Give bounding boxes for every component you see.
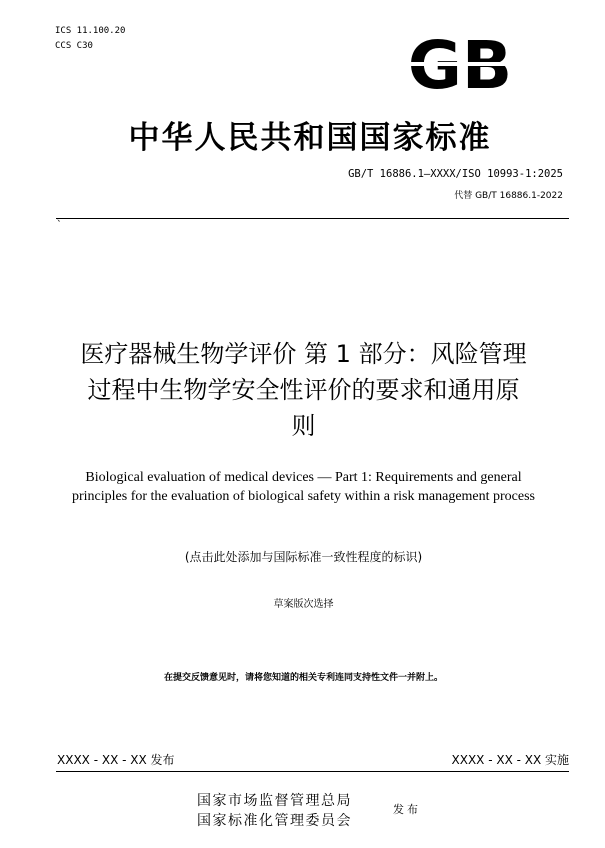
english-title-line-2: principles for the evaluation of biological safety within a risk management process xyxy=(71,489,536,504)
draft-version-select[interactable]: 草案版次选择 xyxy=(273,599,334,610)
chinese-title-line-3: 则 xyxy=(291,412,316,440)
issuer-block xyxy=(197,790,437,830)
chinese-title-line-2: 过程中生物学安全性评价的要求和通用原 xyxy=(87,376,520,404)
bottom-divider xyxy=(56,771,569,772)
issue-word: 发布 xyxy=(393,803,421,816)
issuer-line-1: 国家市场监督管理总局 xyxy=(197,793,352,809)
english-title-line-1: Biological evaluation of medical devices — Part 1: Requirements and general xyxy=(85,470,522,485)
gb-logo xyxy=(398,28,522,98)
tick-mark: 、 xyxy=(57,214,67,224)
conformity-note-field[interactable]: (点击此处添加与国际标准一致性程度的标识) xyxy=(184,550,423,564)
implementation-date: XXXX - XX - XX 实施 xyxy=(451,753,569,767)
english-title xyxy=(40,468,567,506)
issuer-line-2: 国家标准化管理委员会 xyxy=(197,813,352,829)
gb-logo-text: GB xyxy=(407,28,513,98)
ics-code: ICS 11.100.20 xyxy=(55,26,126,36)
issue-date: XXXX - XX - XX 发布 xyxy=(57,753,175,767)
standard-number: GB/T 16886.1—XXXX/ISO 10993-1:2025 xyxy=(348,168,563,180)
replaces-standard: 代替 GB/T 16886.1-2022 xyxy=(454,191,563,201)
national-standard-title: 中华人民共和国国家标准 xyxy=(128,120,492,156)
chinese-title-line-1: 医疗器械生物学评价 第 1 部分：风险管理 xyxy=(80,340,527,368)
ccs-code: CCS C30 xyxy=(55,41,93,51)
feedback-notice: 在提交反馈意见时，请将您知道的相关专利连同支持性文件一并附上。 xyxy=(163,673,443,683)
top-divider xyxy=(56,218,569,219)
chinese-title xyxy=(40,336,567,444)
